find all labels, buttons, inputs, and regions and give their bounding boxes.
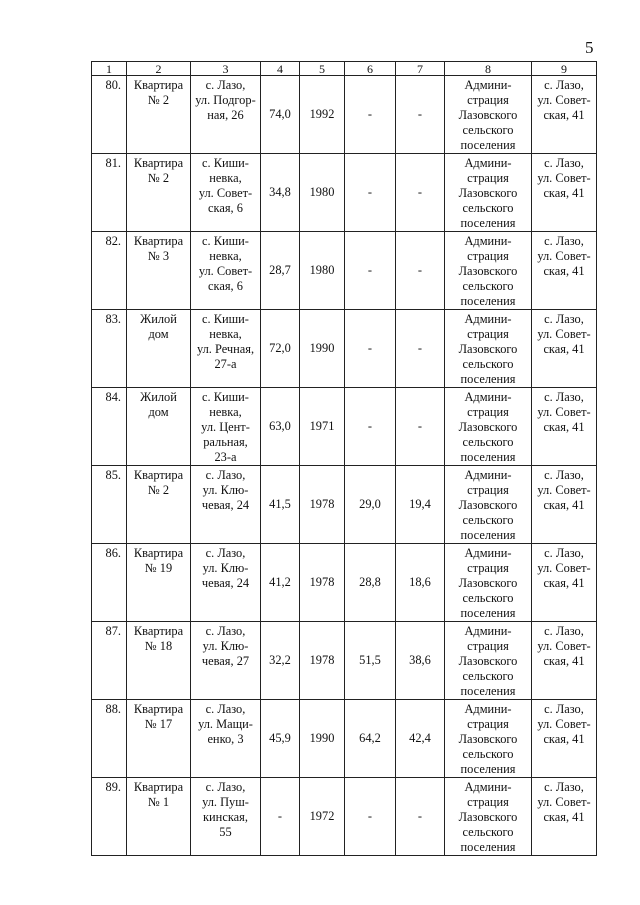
year-cell-text: 1980 [309, 263, 335, 277]
row-number-cell-text: 86. [105, 546, 121, 560]
object-name-cell-text: Квартира № 2 [133, 156, 184, 185]
year-cell [300, 76, 345, 154]
area-cell [261, 700, 300, 778]
holder-address-cell-text: с. Лазо, ул. Совет- ская, 41 [537, 234, 591, 278]
holder-cell [445, 544, 532, 622]
column-6-cell-text: - [367, 185, 373, 199]
area-cell-text: 34,8 [269, 185, 291, 199]
area-cell-text: 32,2 [269, 653, 291, 667]
column-7-cell [396, 232, 445, 310]
row-number-cell-text: 80. [105, 78, 121, 92]
address-cell [191, 544, 261, 622]
area-cell [261, 310, 300, 388]
object-name-cell-text: Квартира № 2 [133, 78, 184, 107]
address-cell-text: с. Лазо, ул. Пуш- кинская, 55 [202, 780, 249, 839]
address-cell-text: с. Лазо, ул. Мащи- енко, 3 [198, 702, 253, 746]
holder-address-cell [532, 310, 597, 388]
column-7-cell [396, 778, 445, 856]
address-cell-text: с. Лазо, ул. Клю- чевая, 24 [201, 468, 250, 512]
column-7-cell-text: 38,6 [409, 653, 431, 667]
column-7-cell [396, 154, 445, 232]
row-number-cell-text: 87. [105, 624, 121, 638]
column-7-cell-text: - [417, 263, 423, 277]
year-cell-text: 1978 [309, 575, 335, 589]
column-7-cell [396, 388, 445, 466]
table-row [92, 76, 597, 154]
page-number: 5 [585, 38, 594, 57]
year-cell [300, 700, 345, 778]
column-6-cell-text: 64,2 [359, 731, 381, 745]
area-cell [261, 154, 300, 232]
row-number-cell [92, 76, 127, 154]
row-number-cell [92, 310, 127, 388]
row-number-cell-text: 85. [105, 468, 121, 482]
object-name-cell-text: Квартира № 19 [133, 546, 184, 575]
holder-address-cell-text: с. Лазо, ул. Совет- ская, 41 [537, 468, 591, 512]
column-6-cell [345, 154, 396, 232]
column-7-cell [396, 700, 445, 778]
column-header: 4 [261, 62, 300, 76]
year-cell-text: 1978 [309, 653, 335, 667]
column-header: 2 [127, 62, 191, 76]
column-6-cell [345, 388, 396, 466]
area-cell-text: 63,0 [269, 419, 291, 433]
holder-cell-text: Админи- страция Лазовского сельского поселения [458, 624, 518, 698]
table-row [92, 778, 597, 856]
holder-address-cell [532, 622, 597, 700]
year-cell-text: 1990 [309, 731, 335, 745]
address-cell [191, 466, 261, 544]
column-6-cell-text: 51,5 [359, 653, 381, 667]
row-number-cell-text: 89. [105, 780, 121, 794]
holder-cell [445, 778, 532, 856]
object-name-cell [127, 544, 191, 622]
holder-address-cell-text: с. Лазо, ул. Совет- ская, 41 [537, 390, 591, 434]
holder-cell-text: Админи- страция Лазовского сельского поселения [458, 390, 518, 464]
holder-cell-text: Админи- страция Лазовского сельского поселения [458, 780, 518, 854]
column-7-cell-text: 42,4 [409, 731, 431, 745]
area-cell-text: - [277, 809, 283, 823]
address-cell-text: с. Лазо, ул. Подгор- ная, 26 [195, 78, 256, 122]
address-cell-text: с. Киши- невка, ул. Совет- ская, 6 [198, 234, 253, 293]
column-6-cell-text: - [367, 107, 373, 121]
column-7-cell [396, 544, 445, 622]
address-cell [191, 76, 261, 154]
column-6-cell [345, 622, 396, 700]
year-cell [300, 622, 345, 700]
area-cell [261, 466, 300, 544]
object-name-cell-text: Квартира № 18 [133, 624, 184, 653]
area-cell [261, 232, 300, 310]
table-header-row [92, 62, 597, 76]
row-number-cell [92, 232, 127, 310]
holder-cell [445, 310, 532, 388]
column-7-cell-text: - [417, 107, 423, 121]
address-cell-text: с. Киши- невка, ул. Цент- ральная, 23-а [201, 390, 250, 464]
holder-cell [445, 76, 532, 154]
holder-cell [445, 622, 532, 700]
area-cell [261, 76, 300, 154]
column-7-cell [396, 622, 445, 700]
area-cell [261, 778, 300, 856]
row-number-cell [92, 544, 127, 622]
table-row [92, 232, 597, 310]
column-header: 8 [445, 62, 532, 76]
address-cell-text: с. Лазо, ул. Клю- чевая, 27 [201, 624, 250, 668]
holder-address-cell [532, 154, 597, 232]
holder-address-cell-text: с. Лазо, ул. Совет- ская, 41 [537, 546, 591, 590]
table-row [92, 622, 597, 700]
year-cell-text: 1971 [309, 419, 335, 433]
area-cell-text: 41,2 [269, 575, 291, 589]
area-cell-text: 28,7 [269, 263, 291, 277]
year-cell [300, 778, 345, 856]
holder-address-cell [532, 700, 597, 778]
column-header: 7 [396, 62, 445, 76]
column-6-cell [345, 700, 396, 778]
holder-address-cell-text: с. Лазо, ул. Совет- ская, 41 [537, 78, 591, 122]
row-number-cell-text: 83. [105, 312, 121, 326]
year-cell [300, 232, 345, 310]
area-cell-text: 72,0 [269, 341, 291, 355]
column-6-cell [345, 310, 396, 388]
holder-cell [445, 700, 532, 778]
year-cell-text: 1992 [309, 107, 335, 121]
column-header: 3 [191, 62, 261, 76]
column-header: 9 [532, 62, 597, 76]
area-cell-text: 41,5 [269, 497, 291, 511]
object-name-cell-text: Квартира № 1 [133, 780, 184, 809]
holder-address-cell [532, 232, 597, 310]
holder-cell [445, 466, 532, 544]
row-number-cell-text: 88. [105, 702, 121, 716]
row-number-cell-text: 82. [105, 234, 121, 248]
year-cell [300, 154, 345, 232]
row-number-cell-text: 81. [105, 156, 121, 170]
holder-cell-text: Админи- страция Лазовского сельского поселения [458, 156, 518, 230]
area-cell [261, 622, 300, 700]
year-cell [300, 466, 345, 544]
table-row [92, 154, 597, 232]
holder-address-cell-text: с. Лазо, ул. Совет- ская, 41 [537, 312, 591, 356]
object-name-cell [127, 700, 191, 778]
area-cell [261, 388, 300, 466]
area-cell-text: 45,9 [269, 731, 291, 745]
holder-address-cell [532, 76, 597, 154]
holder-address-cell [532, 466, 597, 544]
object-name-cell [127, 154, 191, 232]
column-6-cell-text: 28,8 [359, 575, 381, 589]
address-cell-text: с. Киши- невка, ул. Совет- ская, 6 [198, 156, 253, 215]
holder-cell-text: Админи- страция Лазовского сельского поселения [458, 234, 518, 308]
table-row [92, 544, 597, 622]
table-body [92, 76, 597, 856]
year-cell-text: 1972 [309, 809, 335, 823]
object-name-cell-text: Квартира № 2 [133, 468, 184, 497]
year-cell [300, 388, 345, 466]
property-registry-table [91, 61, 597, 856]
holder-address-cell-text: с. Лазо, ул. Совет- ская, 41 [537, 624, 591, 668]
holder-cell [445, 232, 532, 310]
object-name-cell-text: Квартира № 3 [133, 234, 184, 263]
column-header: 6 [345, 62, 396, 76]
area-cell [261, 544, 300, 622]
holder-cell-text: Админи- страция Лазовского сельского поселения [458, 312, 518, 386]
object-name-cell-text: Квартира № 17 [133, 702, 184, 731]
column-header: 5 [300, 62, 345, 76]
column-6-cell-text: 29,0 [359, 497, 381, 511]
row-number-cell [92, 700, 127, 778]
holder-address-cell [532, 778, 597, 856]
column-6-cell [345, 466, 396, 544]
row-number-cell-text: 84. [105, 390, 121, 404]
year-cell-text: 1980 [309, 185, 335, 199]
address-cell [191, 778, 261, 856]
object-name-cell [127, 622, 191, 700]
object-name-cell [127, 388, 191, 466]
area-cell-text: 74,0 [269, 107, 291, 121]
column-6-cell-text: - [367, 263, 373, 277]
column-7-cell-text: - [417, 341, 423, 355]
column-7-cell-text: 19,4 [409, 497, 431, 511]
holder-cell-text: Админи- страция Лазовского сельского поселения [458, 702, 518, 776]
column-7-cell-text: 18,6 [409, 575, 431, 589]
column-6-cell-text: - [367, 809, 373, 823]
year-cell [300, 544, 345, 622]
table-row [92, 700, 597, 778]
column-header: 1 [92, 62, 127, 76]
object-name-cell-text: Жилой дом [140, 312, 177, 341]
holder-cell [445, 388, 532, 466]
object-name-cell [127, 76, 191, 154]
holder-address-cell [532, 544, 597, 622]
address-cell [191, 700, 261, 778]
address-cell [191, 232, 261, 310]
column-7-cell [396, 466, 445, 544]
row-number-cell [92, 622, 127, 700]
column-7-cell [396, 310, 445, 388]
table-row [92, 310, 597, 388]
column-7-cell-text: - [417, 419, 423, 433]
year-cell [300, 310, 345, 388]
holder-cell [445, 154, 532, 232]
holder-cell-text: Админи- страция Лазовского сельского поселения [458, 78, 518, 152]
column-6-cell [345, 544, 396, 622]
address-cell-text: с. Киши- невка, ул. Речная, 27-а [196, 312, 255, 371]
year-cell-text: 1990 [309, 341, 335, 355]
column-7-cell [396, 76, 445, 154]
column-6-cell [345, 778, 396, 856]
column-6-cell [345, 232, 396, 310]
object-name-cell [127, 232, 191, 310]
object-name-cell [127, 778, 191, 856]
table-row [92, 388, 597, 466]
address-cell [191, 154, 261, 232]
address-cell [191, 622, 261, 700]
column-6-cell-text: - [367, 341, 373, 355]
column-7-cell-text: - [417, 809, 423, 823]
table-row [92, 466, 597, 544]
address-cell [191, 388, 261, 466]
holder-address-cell-text: с. Лазо, ул. Совет- ская, 41 [537, 702, 591, 746]
holder-cell-text: Админи- страция Лазовского сельского поселения [458, 546, 518, 620]
holder-address-cell [532, 388, 597, 466]
row-number-cell [92, 154, 127, 232]
address-cell-text: с. Лазо, ул. Клю- чевая, 24 [201, 546, 250, 590]
object-name-cell [127, 466, 191, 544]
year-cell-text: 1978 [309, 497, 335, 511]
holder-address-cell-text: с. Лазо, ул. Совет- ская, 41 [537, 156, 591, 200]
holder-address-cell-text: с. Лазо, ул. Совет- ская, 41 [537, 780, 591, 824]
object-name-cell-text: Жилой дом [140, 390, 177, 419]
row-number-cell [92, 778, 127, 856]
column-6-cell-text: - [367, 419, 373, 433]
object-name-cell [127, 310, 191, 388]
address-cell [191, 310, 261, 388]
holder-cell-text: Админи- страция Лазовского сельского поселения [458, 468, 518, 542]
column-6-cell [345, 76, 396, 154]
column-7-cell-text: - [417, 185, 423, 199]
row-number-cell [92, 466, 127, 544]
row-number-cell [92, 388, 127, 466]
